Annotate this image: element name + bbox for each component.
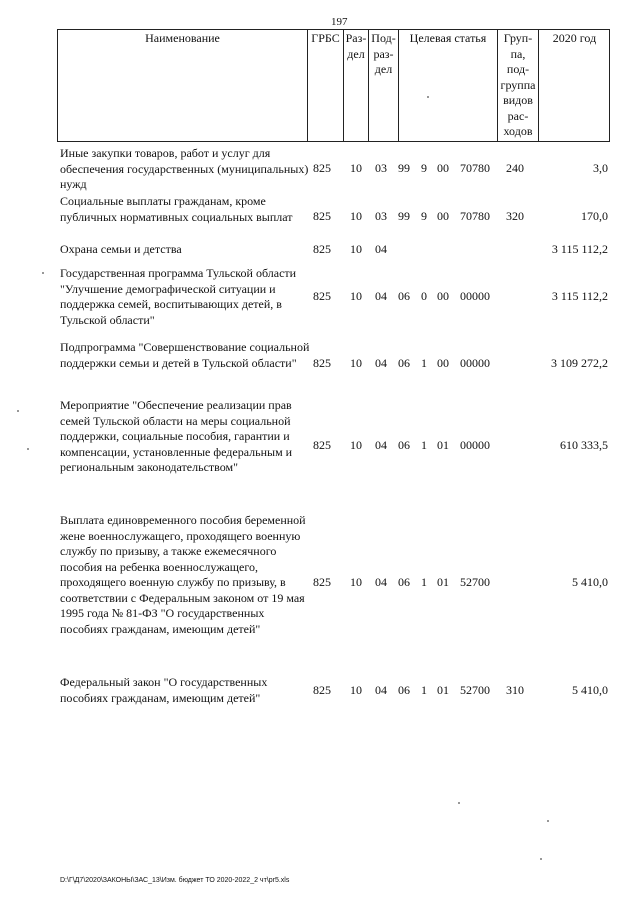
- row-article-direction: 00000: [460, 289, 490, 303]
- row-article-program: 06: [398, 575, 410, 589]
- row-name: Государственная программа Тульской области "Улучшение демографической ситуации и поддержка семей, воспитывающих детей, в Тульской области": [60, 266, 297, 327]
- row-article-event: 00: [437, 161, 449, 175]
- scan-speck: [427, 96, 429, 98]
- row-article-program: 06: [398, 289, 410, 303]
- row-podrazdel: 04: [375, 289, 387, 303]
- header-expense-group: Груп- па, под- группа видов рас- ходов: [500, 31, 536, 138]
- row-podrazdel: 03: [375, 209, 387, 223]
- row-sum: 3 115 112,2: [551, 242, 608, 256]
- row-article-program: 06: [398, 683, 410, 697]
- row-sum: 5 410,0: [572, 683, 608, 697]
- row-expense-group: 310: [506, 683, 524, 697]
- row-grbs: 825: [313, 161, 331, 175]
- row-expense-group: 320: [506, 209, 524, 223]
- row-article-program: 06: [398, 356, 410, 370]
- row-grbs: 825: [313, 438, 331, 452]
- scan-speck: [547, 820, 549, 822]
- row-podrazdel: 04: [375, 438, 387, 452]
- row-grbs: 825: [313, 683, 331, 697]
- row-grbs: 825: [313, 289, 331, 303]
- row-podrazdel: 03: [375, 161, 387, 175]
- row-sum: 610 333,5: [560, 438, 608, 452]
- row-article-event: 00: [437, 356, 449, 370]
- row-article-subprogram: 1: [421, 356, 427, 370]
- row-article-subprogram: 9: [421, 209, 427, 223]
- row-article-program: 99: [398, 161, 410, 175]
- row-podrazdel: 04: [375, 575, 387, 589]
- row-name: Подпрограмма "Совершенствование социальной поддержки семьи и детей в Тульской области": [60, 340, 310, 370]
- row-name: Выплата единовременного пособия беременной жене военнослужащего, проходящего военную службу по призыву, а также ежемесячного пособия на ребенка военнослужащего, проходящего военную службу по призыву, в соответствии с Федеральным законом от 19 мая 1995 года № 81-ФЗ "О государственных пособиях гражданам, имеющим детей": [60, 513, 306, 636]
- row-razdel: 10: [350, 683, 362, 697]
- row-article-subprogram: 1: [421, 575, 427, 589]
- row-grbs: 825: [313, 209, 331, 223]
- header-year: 2020 год: [552, 31, 597, 45]
- row-article-event: 00: [437, 209, 449, 223]
- row-razdel: 10: [350, 161, 362, 175]
- row-podrazdel: 04: [375, 242, 387, 256]
- row-sum: 3,0: [593, 161, 608, 175]
- header-name: Наименование: [145, 31, 220, 45]
- row-article-program: 99: [398, 209, 410, 223]
- row-razdel: 10: [350, 289, 362, 303]
- row-article-event: 01: [437, 575, 449, 589]
- row-article-subprogram: 0: [421, 289, 427, 303]
- row-article-program: 06: [398, 438, 410, 452]
- row-razdel: 10: [350, 438, 362, 452]
- row-article-direction: 70780: [460, 161, 490, 175]
- row-podrazdel: 04: [375, 683, 387, 697]
- row-name: Мероприятие "Обеспечение реализации прав семей Тульской области на меры социальной поддержки, социальные пособия, гарантии и компенсации, установленные федеральным и региональным законодательством": [60, 398, 293, 474]
- row-article-direction: 52700: [460, 575, 490, 589]
- row-grbs: 825: [313, 575, 331, 589]
- row-podrazdel: 04: [375, 356, 387, 370]
- row-article-event: 01: [437, 683, 449, 697]
- row-article-direction: 70780: [460, 209, 490, 223]
- header-grbs: ГРБС: [311, 31, 340, 45]
- file-path-footer: D:\Г\Д7\2020\ЗАКОНЫ\ЗАС_13\Изм. бюджет ТО 2020-2022_2 чт\pr5.xls: [60, 877, 290, 884]
- row-article-subprogram: 1: [421, 438, 427, 452]
- row-article-direction: 52700: [460, 683, 490, 697]
- row-name: Иные закупки товаров, работ и услуг для обеспечения государственных (муниципальных) нужд: [60, 146, 309, 191]
- row-article-direction: 00000: [460, 438, 490, 452]
- page-number: 197: [331, 16, 348, 28]
- scan-speck: [540, 858, 542, 860]
- scan-speck: [27, 448, 29, 450]
- row-grbs: 825: [313, 242, 331, 256]
- row-razdel: 10: [350, 209, 362, 223]
- row-article-event: 01: [437, 438, 449, 452]
- row-sum: 3 115 112,2: [551, 289, 608, 303]
- row-name: Федеральный закон "О государственных пособиях гражданам, имеющим детей": [60, 675, 268, 705]
- header-podrazdel: Под- раз- дел: [371, 31, 396, 76]
- row-name: Охрана семьи и детства: [60, 242, 182, 256]
- row-razdel: 10: [350, 575, 362, 589]
- row-name: Социальные выплаты гражданам, кроме публичных нормативных социальных выплат: [60, 194, 293, 224]
- row-razdel: 10: [350, 242, 362, 256]
- scan-speck: [458, 802, 460, 804]
- row-grbs: 825: [313, 356, 331, 370]
- row-sum: 3 109 272,2: [551, 356, 608, 370]
- row-sum: 5 410,0: [572, 575, 608, 589]
- row-article-event: 00: [437, 289, 449, 303]
- row-article-direction: 00000: [460, 356, 490, 370]
- row-sum: 170,0: [581, 209, 608, 223]
- header-razdel: Раз- дел: [345, 31, 367, 61]
- scan-speck: [17, 410, 19, 412]
- row-article-subprogram: 1: [421, 683, 427, 697]
- row-article-subprogram: 9: [421, 161, 427, 175]
- scan-speck: [42, 272, 44, 274]
- row-expense-group: 240: [506, 161, 524, 175]
- header-target-article: Целевая статья: [409, 31, 487, 45]
- row-razdel: 10: [350, 356, 362, 370]
